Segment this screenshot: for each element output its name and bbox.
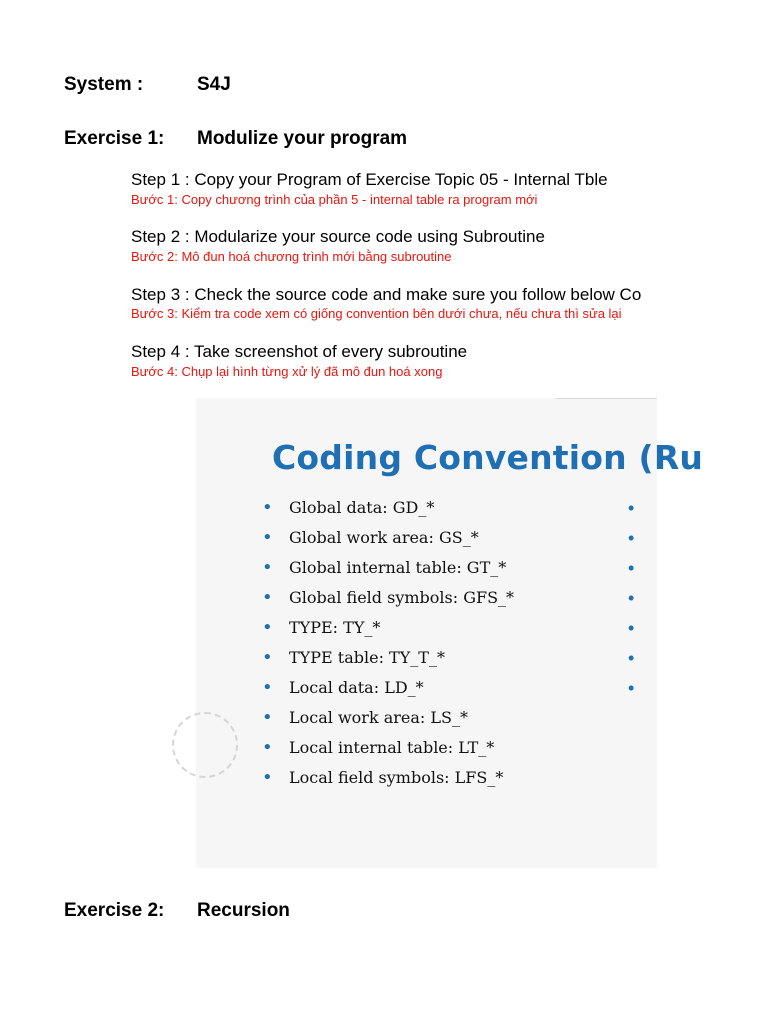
rule-item: • Local field symbols: LFS_*: [262, 767, 504, 788]
step-3-note: Bước 3: Kiểm tra code xem có giống convention bên dưới chưa, nếu chưa thì sửa lại: [131, 306, 622, 321]
step-2-note: Bước 2: Mô đun hoá chương trình mới bằng subroutine: [131, 249, 452, 264]
watermark-seal-icon: [172, 712, 238, 778]
bullet-icon: •: [262, 617, 273, 638]
rule-item: • TYPE table: TY_T_*: [262, 647, 445, 668]
bullet-icon: •: [262, 737, 273, 758]
bullet-icon: •: [628, 648, 635, 668]
rule-item: • Global data: GD_*: [262, 497, 435, 518]
bullet-icon: •: [628, 588, 635, 608]
slide-title: Coding Convention (Ru: [272, 438, 704, 477]
bullet-icon: •: [262, 707, 273, 728]
system-label: System :: [64, 74, 144, 95]
rule-item: • Local internal table: LT_*: [262, 737, 495, 758]
bullet-icon: •: [262, 587, 273, 608]
exercise2-title: Recursion: [197, 900, 290, 921]
step-1-note: Bước 1: Copy chương trình của phần 5 - internal table ra program mới: [131, 192, 538, 207]
rule-item: • Global internal table: GT_*: [262, 557, 507, 578]
rule-item: • Global work area: GS_*: [262, 527, 479, 548]
step-3: Step 3 : Check the source code and make sure you follow below Co: [131, 285, 642, 304]
rule-item: • Local data: LD_*: [262, 677, 424, 698]
bullet-icon: •: [628, 678, 635, 698]
step-1: Step 1 : Copy your Program of Exercise Topic 05 - Internal Tble: [131, 170, 608, 189]
right-column-bullets: [628, 496, 634, 706]
bullet-icon: •: [628, 498, 635, 518]
rule-item: • Local work area: LS_*: [262, 707, 468, 728]
step-4: Step 4 : Take screenshot of every subroutine: [131, 342, 468, 361]
exercise2-label: Exercise 2:: [64, 900, 165, 921]
bullet-icon: •: [262, 767, 273, 788]
bullet-icon: •: [262, 527, 273, 548]
coding-convention-screenshot: [196, 398, 704, 868]
system-value: S4J: [197, 74, 231, 95]
rule-item: • Global field symbols: GFS_*: [262, 587, 515, 608]
bullet-icon: •: [262, 497, 273, 518]
exercise1-title: Modulize your program: [197, 128, 408, 149]
exercise1-label: Exercise 1:: [64, 128, 165, 149]
step-4-note: Bước 4: Chụp lại hình từng xử lý đã mô đun hoá xong: [131, 364, 443, 379]
rules-list: [262, 496, 514, 796]
bullet-icon: •: [262, 557, 273, 578]
bullet-icon: •: [262, 647, 273, 668]
bullet-icon: •: [628, 618, 635, 638]
screenshot-top-border: [556, 398, 657, 399]
bullet-icon: •: [262, 677, 273, 698]
rule-item: • TYPE: TY_*: [262, 617, 381, 638]
step-2: Step 2 : Modularize your source code using Subroutine: [131, 227, 545, 246]
bullet-icon: •: [628, 558, 635, 578]
bullet-icon: •: [628, 528, 635, 548]
